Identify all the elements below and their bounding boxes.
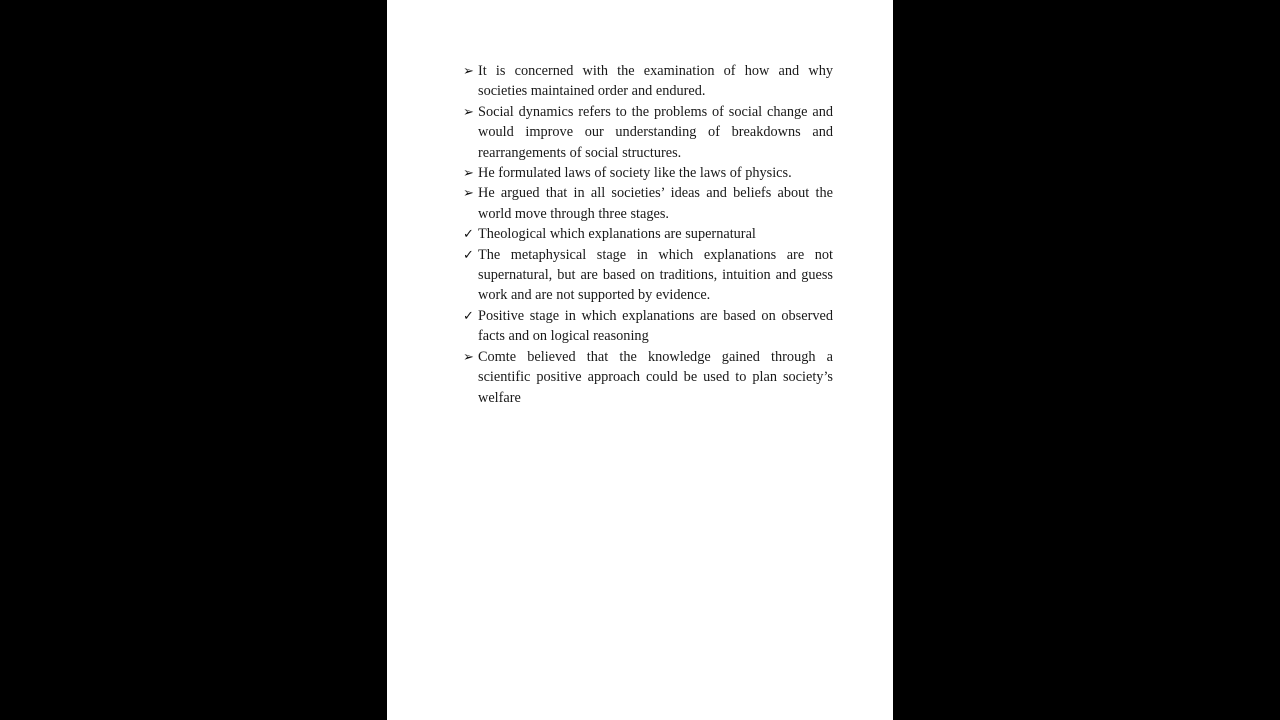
list-item-text: Social dynamics refers to the problems of social change and would improve our understanding of breakdowns and rearrangements of social structures. [478, 103, 833, 161]
checkmark-bullet-icon: ✓ [463, 246, 474, 262]
arrow-bullet-icon: ➢ [463, 63, 474, 78]
list-item-text: Theological which explanations are supernatural [478, 226, 756, 243]
list-item-text: Positive stage in which explanations are based on observed facts and on logical reasoning [478, 307, 833, 345]
list-item [463, 347, 833, 408]
bullet-list [463, 61, 833, 408]
list-item [463, 224, 833, 244]
list-item [463, 61, 833, 102]
list-item-text: The metaphysical stage in which explanations are not supernatural, but are based on traditions, intuition and guess work and are not supported by evidence. [478, 246, 833, 304]
list-item [463, 183, 833, 224]
list-item [463, 245, 833, 306]
arrow-bullet-icon: ➢ [463, 185, 474, 201]
list-item-text: He argued that in all societies’ ideas and beliefs about the world move through three stages. [478, 185, 833, 222]
list-item-text: He formulated laws of society like the laws of physics. [478, 165, 792, 182]
arrow-bullet-icon: ➢ [463, 348, 474, 364]
list-item [463, 306, 833, 347]
list-item-text: It is concerned with the examination of how and why societies maintained order and endured. [478, 63, 833, 100]
list-item [463, 163, 833, 183]
document-page [387, 0, 893, 720]
checkmark-bullet-icon: ✓ [463, 307, 474, 323]
arrow-bullet-icon: ➢ [463, 165, 474, 181]
checkmark-bullet-icon: ✓ [463, 226, 474, 242]
arrow-bullet-icon: ➢ [463, 103, 474, 119]
list-item-text: Comte believed that the knowledge gained through a scientific positive approach could be used to plan society’s welfare [478, 348, 833, 406]
list-item [463, 102, 833, 163]
